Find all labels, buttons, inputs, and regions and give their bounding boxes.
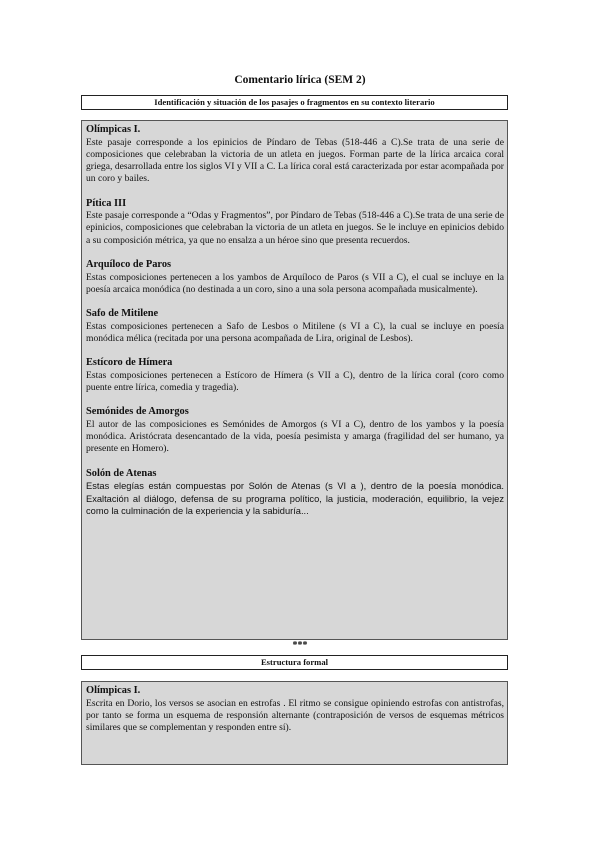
section-heading: Semónides de Amorgos [86,406,189,418]
section-header-context: Identificación y situación de los pasajes o fragmentos en su contexto literario [81,95,508,110]
section-heading: Olímpicas I. [86,685,141,696]
section-text: Estas composiciones pertenecen a Estícoro de Hímera (s VII a C), dentro de la lírica coral (coro como puente entre lírica, comedia y tragedia). [86,369,504,394]
structure-box [81,681,508,765]
section-heading: Solón de Atenas [86,467,157,479]
section-text: Escrita en Dorio, los versos se asocian en estrofas . El ritmo se consigue opiniendo estrofas con antistrofas, por tanto se forma un esquema de responsión alternante (contraposición de versos de esquemas métricos similares que se complementan y responden entre sí). [86,697,504,734]
document-title: Comentario lírica (SEM 2) [234,74,366,86]
section-text: Estas composiciones pertenecen a los yambos de Arquíloco de Paros (s VII a C), el cual se incluye en la poesía arcaica monódica (no destinada a un coro, sino a una sola persona acompañada musicalmente). [86,271,504,295]
separator-asterisks: *** [292,640,308,651]
section-heading: Estícoro de Hímera [86,357,173,369]
section-solon [86,468,504,517]
section-text: El autor de las composiciones es Semónides de Amorgos (s VI a C), dentro de los yambos y la poesía monódica. Aristócrata desencantado de la vida, poesía pesimista y amarga (fragilidad del ser humano, ya presente en Homero). [86,418,504,455]
section-text: Este pasaje corresponde a los epinicios de Píndaro de Tebas (518-446 a C).Se trata de una serie de composiciones que celebraban la victoria de un atleta en juegos. Forman parte de la lírica arcaica coral griega, desarrollada entre los siglos VI y VII a C. La lírica coral está caracterizada por estar acompañada por un coro y bailes. [86,136,504,185]
section-safo [86,308,504,345]
section-olimpicas-i [86,124,504,186]
section-header-structure: Estructura formal [81,655,508,670]
section-esticoro [86,357,504,394]
section-heading: Arquíloco de Paros [86,259,172,271]
section-arquiloco [86,259,504,296]
context-box [81,120,508,640]
section-heading: Pítica III [86,197,127,209]
section-text: Este pasaje corresponde a “Odas y Fragmentos”, por Píndaro de Tebas (518-446 a C).Se trata de una serie de epinicios, composiciones que celebraban la victoria de un atleta en juegos. Se le incluye en epinicios debido a su composición métrica, ya que no ensalza a un héroe sino que presenta recuerdos. [86,210,504,246]
section-heading: Olímpicas I. [86,124,141,135]
section-olimpicas-i-structure [86,685,504,734]
section-pitica-iii [86,198,504,247]
section-heading: Safo de Mitilene [86,308,159,320]
section-semonides [86,406,504,455]
section-text: Estas elegías están compuestas por Solón de Atenas (s VI a ), dentro de la poesía monódica. Exaltación al diálogo, defensa de su programa político, la justicia, moderación, equilibrio, la vejez como la culminación de la experiencia y la sabiduría... [86,481,504,516]
section-text: Estas composiciones pertenecen a Safo de Lesbos o Mitilene (s VI a C), la cual se incluye en poesía monódica mélica (recitada por una persona acompañada de Lira, original de Lesbos). [86,320,504,344]
